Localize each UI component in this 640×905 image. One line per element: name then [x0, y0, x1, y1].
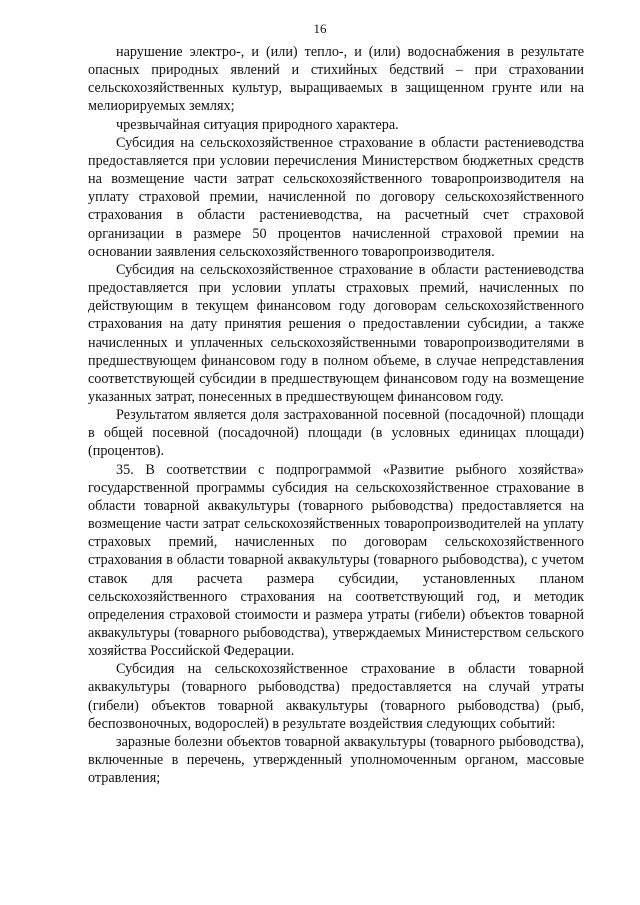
- paragraph-subsidy-transfer-condition: Субсидия на сельскохозяйственное страхование в области растениеводства предоставляется при условии перечисления Министерством бюджетных средств на возмещение части затрат сельскохозяйственного товаропроизводителя на уплату страховой премии, начисленной по договору сельскохозяйственного страхования в области растениеводства, на расчетный счет страховой организации в размере 50 процентов начисленной страховой премии на основании заявления сельскохозяйственного товаропроизводителя.: [88, 134, 584, 260]
- page-number: 16: [313, 21, 327, 36]
- paragraph-water-supply-disruption: нарушение электро-, и (или) тепло-, и (или) водоснабжения в результате опасных природных явлений и стихийных бедствий – при страховании сельскохозяйственных культур, выращиваемых в защищенном грунте или на мелиорируемых землях;: [88, 44, 584, 115]
- paragraph-result-indicator: Результатом является доля застрахованной посевной (посадочной) площади в общей посевной (посадочной) площади (в условных единицах площади) (процентов).: [88, 407, 584, 460]
- paragraph-natural-emergency: чрезвычайная ситуация природного характера.: [116, 116, 399, 133]
- paragraph-subsidy-premium-condition: Субсидия на сельскохозяйственное страхование в области растениеводства предоставляется при условии уплаты страховых премий, начисленных по действующим в текущем финансовом году договорам сельскохозяйственного страхования на дату принятия решения о предоставлении субсидии, а также начисленных и уплаченных сельскохозяйственными товаропроизводителями в предшествующем финансовом году в полном объеме, в случае непредставления соответствующей субсидии в предшествующем финансовом году на возмещение указанных затрат, понесенных в предшествующем финансовом году.: [88, 261, 584, 405]
- paragraph-aquaculture-subsidy: Субсидия на сельскохозяйственное страхование в области товарной аквакультуры (товарного рыбоводства) предоставляется на случай утраты (гибели) объектов товарной аквакультуры (товарного рыбоводства) (рыб, беспозвоночных, водорослей) в результате воздействия следующих событий:: [88, 661, 584, 732]
- document-body: [88, 43, 584, 787]
- paragraph-contagious-diseases: заразные болезни объектов товарной аквакультуры (товарного рыбоводства), включенные в перечень, утвержденный уполномоченным органом, массовые отравления;: [88, 733, 584, 787]
- paragraph-item-35: 35. В соответствии с подпрограммой «Развитие рыбного хозяйства» государственной программы субсидия на сельскохозяйственное страхование в области товарной аквакультуры (товарного рыбоводства) предоставляется на возмещение части затрат сельскохозяйственных товаропроизводителей на уплату страховых премий, начисленных по договорам сельскохозяйственного страхования в области товарной аквакультуры (товарного рыбоводства), с учетом ставок для расчета размера субсидии, установленных планом сельскохозяйственного страхования на соответствующий год, и методик определения страховой стоимости и размера утраты (гибели) объектов товарной аквакультуры (товарного рыбоводства), утверждаемых Министерством сельского хозяйства Российской Федерации.: [88, 461, 584, 660]
